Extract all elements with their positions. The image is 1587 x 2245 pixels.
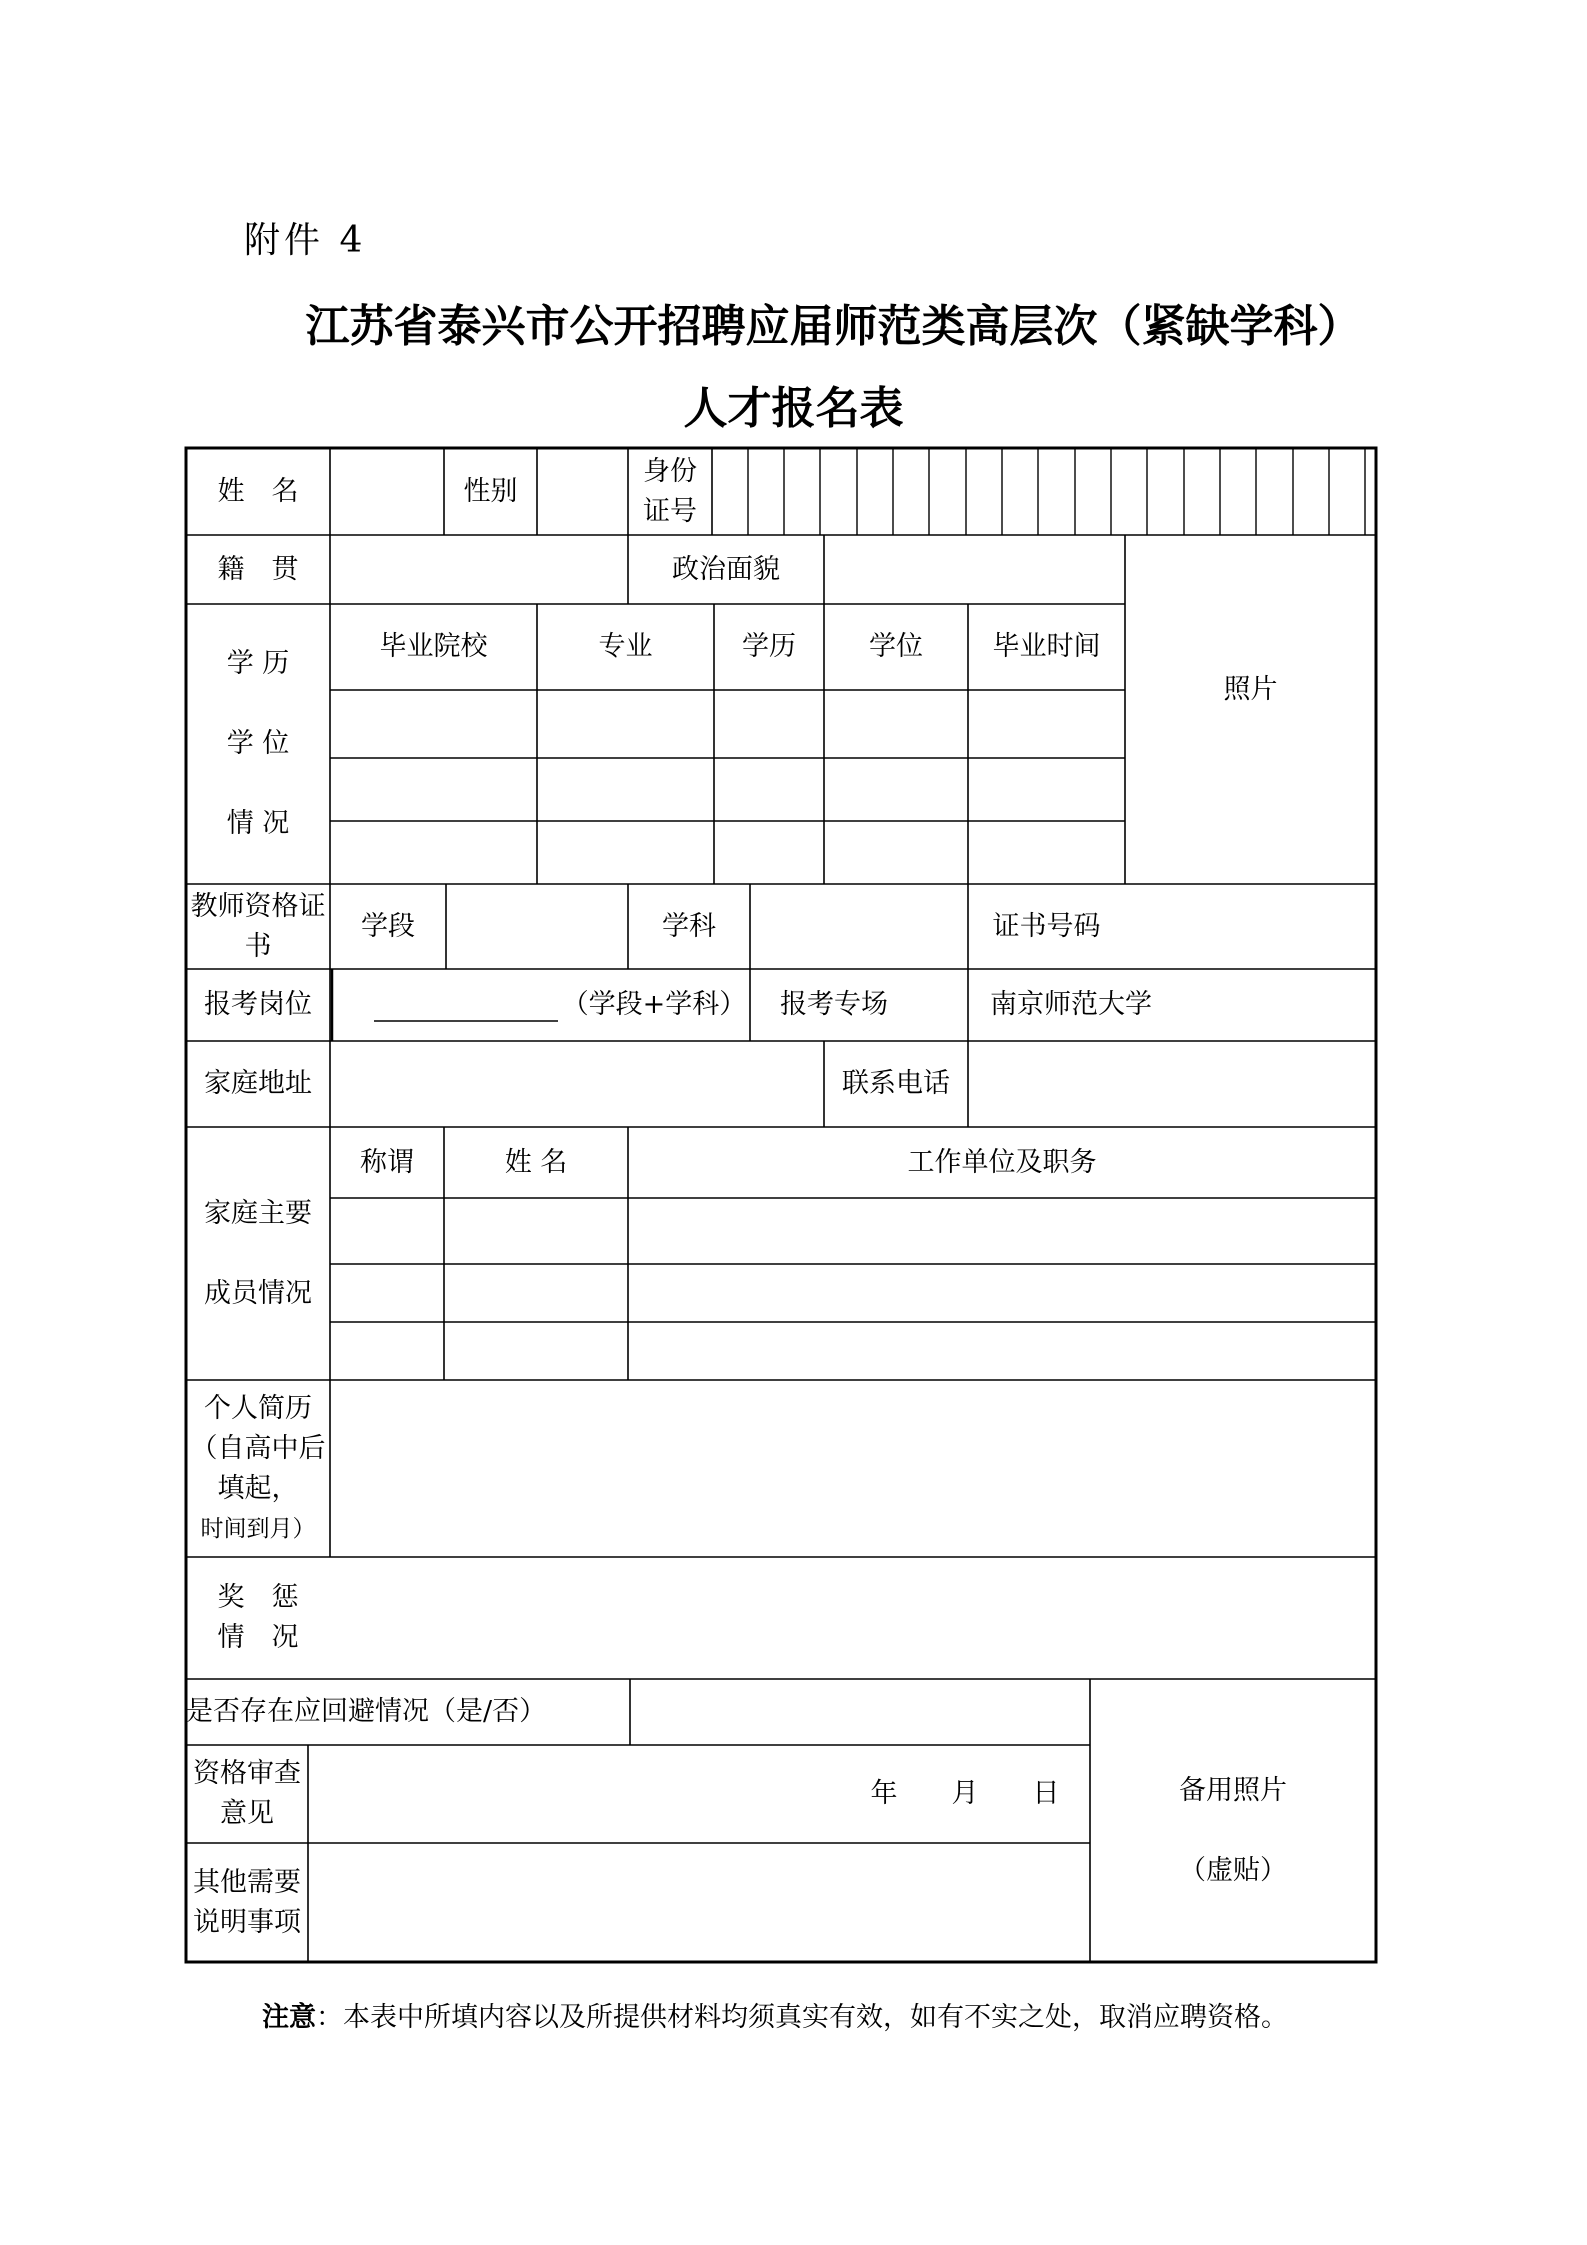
footnote-text: ：本表中所填内容以及所提供材料均须真实有效，如有不实之处，取消应聘资格。 — [316, 2002, 1288, 2033]
footnote-label: 注意 — [262, 2002, 316, 2033]
native-place-input[interactable] — [330, 535, 628, 604]
id-number-input[interactable] — [712, 448, 1376, 535]
edu-header-major: 专业 — [598, 631, 653, 662]
cert-number-label: 证书号码 — [992, 910, 1101, 942]
cert-number-input[interactable] — [1125, 884, 1376, 969]
phone-input[interactable] — [968, 1041, 1376, 1127]
backup-photo-area[interactable]: 备用照片 （虚贴） — [1179, 1774, 1287, 1886]
name-input[interactable] — [330, 448, 444, 535]
edu-header-school: 毕业院校 — [379, 631, 488, 662]
stage-input[interactable] — [446, 884, 628, 969]
position-hint: （学段+学科） — [561, 989, 747, 1020]
attachment-label: 附件 4 — [244, 220, 367, 261]
other-notes-label: 其他需要 说明事项 — [193, 1866, 301, 1938]
resume-label-text: 个人简历 （自高中后 填起， — [190, 1392, 326, 1504]
edu-header-degree-level: 学历 — [742, 631, 796, 662]
phone-label: 联系电话 — [842, 1068, 950, 1099]
gender-label: 性别 — [463, 475, 518, 507]
subject-input[interactable] — [750, 884, 968, 969]
special-session-label: 报考专场 — [780, 989, 888, 1020]
position-label: 报考岗位 — [204, 989, 312, 1020]
family-header-work: 工作单位及职务 — [907, 1146, 1097, 1178]
education-section-label: 学 历 学 位 情 况 — [226, 648, 290, 839]
form-title-line1: 江苏省泰兴市公开招聘应届师范类高层次（紧缺学科） — [305, 301, 1362, 352]
avoidance-label: 是否存在应回避情况（是/否） — [186, 1696, 547, 1727]
review-label: 资格审查 意见 — [193, 1758, 301, 1829]
family-header-name: 姓 名 — [504, 1146, 568, 1178]
political-status-label: 政治面貌 — [672, 553, 780, 585]
other-notes-input[interactable] — [308, 1843, 1090, 1962]
native-place-label: 籍 贯 — [217, 553, 299, 585]
rewards-label: 奖 惩 情 况 — [217, 1582, 299, 1653]
resume-label-small: 时间到月） — [200, 1515, 316, 1542]
subject-label: 学科 — [662, 910, 716, 942]
edu-header-grad-time: 毕业时间 — [992, 631, 1101, 662]
resume-label — [186, 1380, 330, 1557]
resume-input[interactable] — [330, 1380, 1376, 1557]
avoidance-input[interactable] — [630, 1679, 1090, 1745]
special-session-value: 南京师范大学 — [990, 989, 1152, 1020]
address-label: 家庭地址 — [204, 1068, 312, 1099]
photo-area[interactable]: 照片 — [1223, 674, 1278, 705]
edu-header-degree: 学位 — [869, 631, 923, 662]
family-section-label: 家庭主要 成员情况 — [204, 1197, 312, 1309]
stage-label: 学段 — [361, 910, 415, 942]
id-number-label: 身份 证号 — [643, 455, 697, 527]
rewards-input[interactable] — [330, 1557, 1376, 1679]
footnote — [262, 1995, 1288, 2034]
gender-input[interactable] — [537, 448, 628, 535]
teacher-cert-label: 教师资格证 书 — [190, 890, 326, 962]
review-date: 年 月 日 — [870, 1778, 1060, 1809]
political-status-input[interactable] — [824, 535, 1125, 604]
form-title-line2: 人才报名表 — [683, 383, 904, 434]
address-input[interactable] — [330, 1041, 824, 1127]
name-label: 姓 名 — [217, 475, 299, 507]
family-header-relation: 称谓 — [360, 1146, 414, 1178]
